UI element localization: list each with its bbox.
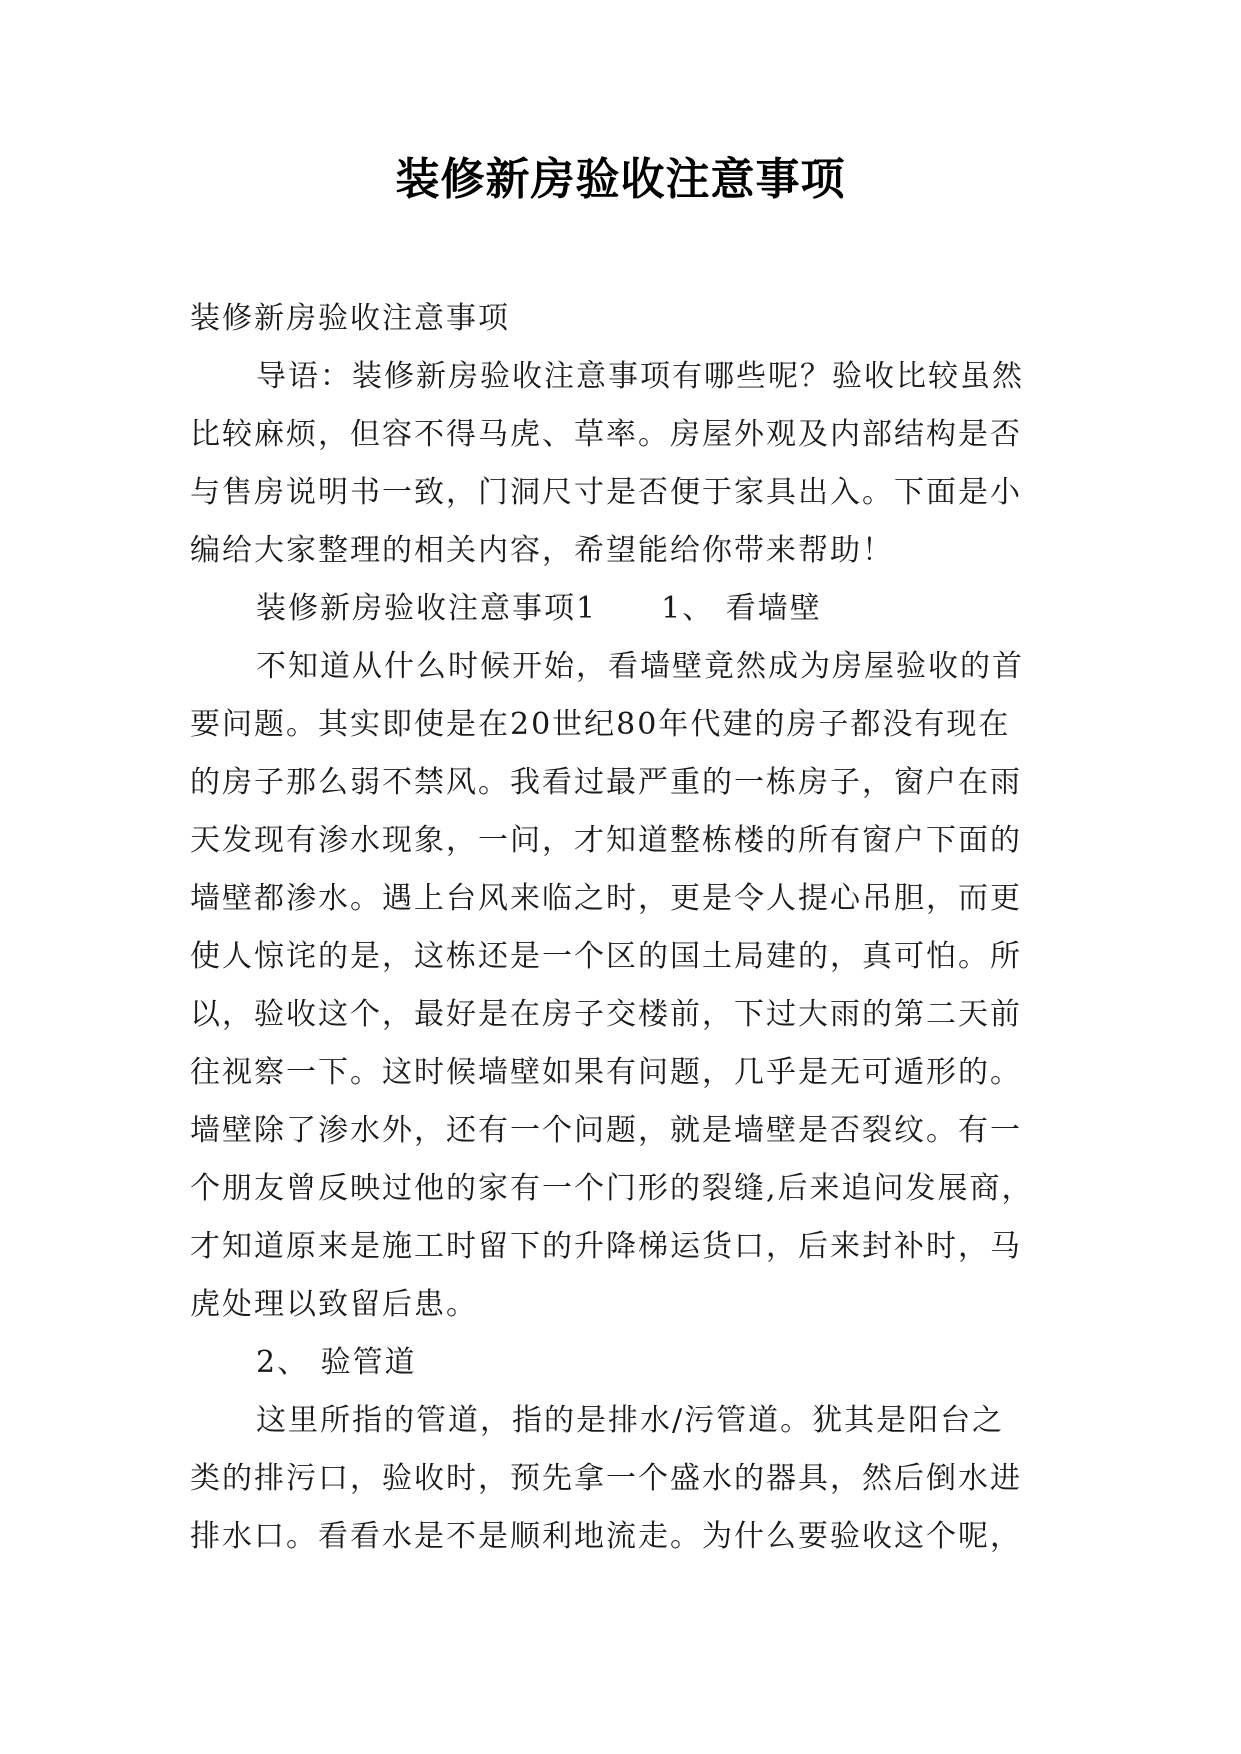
body-line: 的房子那么弱不禁风。我看过最严重的一栋房子，窗户在雨 (190, 765, 1022, 800)
body-line: 与售房说明书一致，门洞尺寸是否便于家具出入。下面是小 (190, 475, 1022, 510)
body-line: 墙壁都渗水。遇上台风来临之时，更是令人提心吊胆，而更 (190, 881, 1022, 916)
body-line: 比较麻烦，但容不得马虎、草率。房屋外观及内部结构是否 (190, 417, 1022, 452)
body-line: 虎处理以致留后患。 (190, 1287, 478, 1322)
body-line: 导语：装修新房验收注意事项有哪些呢？验收比较虽然 (256, 359, 1024, 394)
body-line: 以，验收这个，最好是在房子交楼前，下过大雨的第二天前 (190, 997, 1022, 1032)
body-line: 天发现有渗水现象，一问，才知道整栋楼的所有窗户下面的 (190, 823, 1022, 858)
body-line: 往视察一下。这时候墙壁如果有问题，几乎是无可遁形的。 (190, 1055, 1022, 1090)
body-line: 才知道原来是施工时留下的升降梯运货口，后来封补时，马 (190, 1229, 1022, 1264)
body-line: 装修新房验收注意事项1 1、 看墙壁 (256, 591, 822, 626)
body-line: 墙壁除了渗水外，还有一个问题，就是墙壁是否裂纹。有一 (190, 1113, 1022, 1148)
body-line: 2、 验管道 (256, 1345, 417, 1380)
body-line: 要问题。其实即使是在20世纪80年代建的房子都没有现在 (190, 707, 1011, 742)
body-line: 类的排污口，验收时，预先拿一个盛水的器具，然后倒水进 (190, 1461, 1022, 1496)
document-title: 装修新房验收注意事项 (395, 154, 846, 205)
body-line: 个朋友曾反映过他的家有一个门形的裂缝,后来追问发展商， (190, 1171, 1034, 1206)
body-line: 编给大家整理的相关内容，希望能给你带来帮助！ (190, 533, 894, 568)
body-line: 排水口。看看水是不是顺利地流走。为什么要验收这个呢， (190, 1519, 1022, 1554)
body-line: 使人惊诧的是，这栋还是一个区的国土局建的，真可怕。所 (190, 939, 1022, 974)
body-line: 不知道从什么时候开始，看墙壁竟然成为房屋验收的首 (256, 649, 1024, 684)
body-line: 这里所指的管道，指的是排水/污管道。犹其是阳台之 (256, 1403, 1005, 1438)
body-line: 装修新房验收注意事项 (190, 301, 510, 336)
document-body (190, 290, 1060, 1566)
